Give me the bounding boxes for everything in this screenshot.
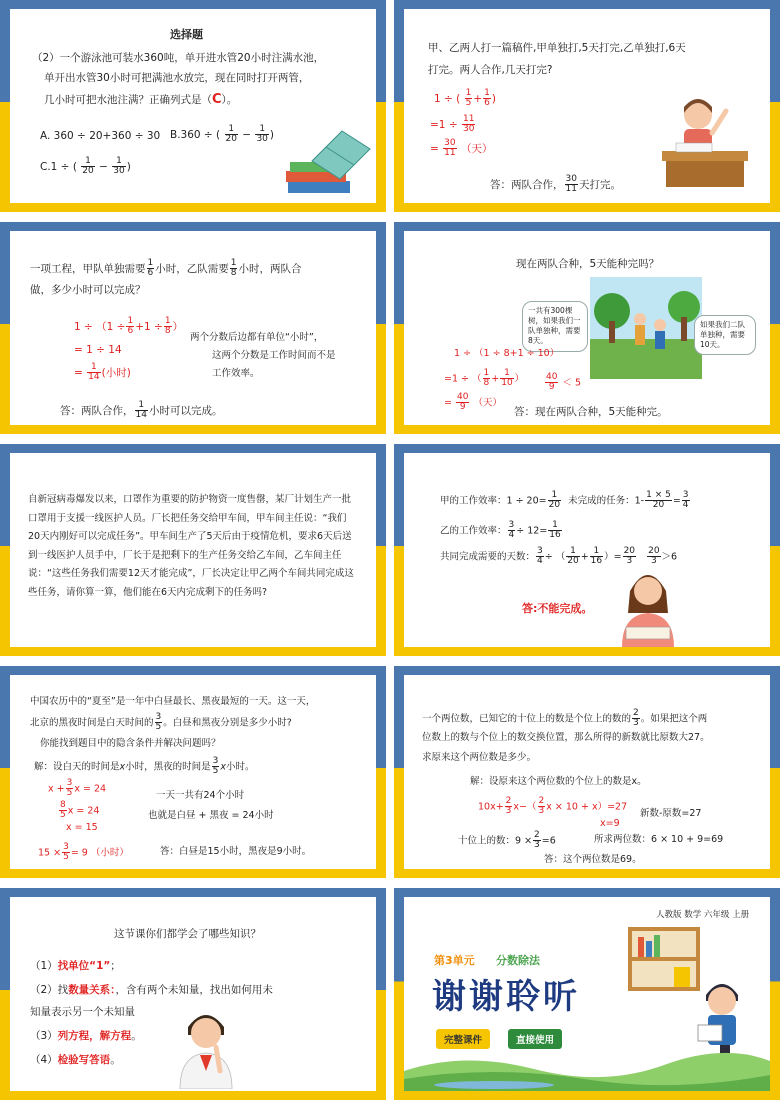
answer-line: 答：白昼是15小时，黑夜是9小时。 [160,846,312,857]
slide-card [10,675,376,869]
equation-line-3: x = 15 [66,822,98,833]
option-b: B.360 ÷ ( $\frac{1}{20}$ − $\frac{1}{30}$ ) [170,124,275,145]
note-line: 这两个分数是工作时间而不是 [212,350,336,361]
note-line: 工作效率。 [212,368,260,379]
tens-digit-line: 十位上的数：9 × $\frac{2}{3}$ =6 [458,830,556,851]
thanks-heading: 谢谢聆听 [432,977,580,1017]
direct-use-badge[interactable]: 直接使用 [508,1029,562,1049]
minus-sign: − [242,128,252,141]
question-line: 求原来这个两位数是多少。 [422,752,537,763]
unit-label: 第3单元 [434,954,475,967]
equation-line-2: =1 ÷ （ $\frac{1}{8}$ + $\frac{1}{10}$ ） [444,368,525,389]
slide-title: 选择题 [170,28,203,41]
question-line: 一个两位数，已知它的十位上的数是个位上的数的 $\frac{2}{3}$ 。如果把这个两 [422,708,708,729]
question-line: 单开出水管30小时可把满池水放完，现在同时打开两管， [44,72,310,84]
fraction: $\frac{1}{20}$ [82,156,94,177]
solution-line: 解：设白天的时间是x小时，黑夜的时间是 $\frac{3}{5}$ x小时。 [34,756,255,777]
slide-mask-solution[interactable] [394,444,780,656]
landscape-decoration [404,1047,770,1091]
equation-line-1: 1 ÷ （1 ÷ $\frac{1}{6}$ +1 ÷ $\frac{1}{8}$ ） [74,316,184,337]
books-illustration [282,127,372,199]
slide-card [404,675,770,869]
summary-point-2: （2）找数量关系：，含有两个未知量，找出如何用未 [30,984,273,996]
equation-line-2: =1 ÷ $\frac{11}{30}$ [430,114,475,135]
question-line: 甲、乙两人打一篇稿件,甲单独打,5天打完,乙单独打,6天 [428,42,686,54]
slide-card [404,453,770,647]
minus-sign: − [99,160,108,173]
hint-line: 你能找到题目中的隐含条件并解决问题吗？ [40,738,221,749]
question-line: 打完。两人合作,几天打完? [428,64,553,76]
question-line: 做，多少小时可以完成？ [30,284,146,296]
answer-line: 答：这个两位数是69。 [544,854,642,865]
condition-line: 一天一共有24个小时 [156,790,245,801]
condition-line: 也就是白昼 + 黑夜 = 24小时 [148,810,274,821]
summary-point-4: （4）检验写答语。 [30,1054,121,1066]
slide-two-digit-number[interactable] [394,666,780,878]
efficiency-a-line: 甲的工作效率：1 ÷ 20= $\frac{1}{20}$ 未完成的任务：1- $\frac{1 \times 5}{20}$ = $\frac{3}{4}$ [440,490,689,511]
question-line: （2）一个游泳池可装水360吨，单开进水管20小时注满水池， [32,52,325,64]
slide-card [404,897,770,1091]
slide-summary[interactable] [0,888,386,1100]
answer-line: 答：两队合作， $\frac{1}{14}$ 小时可以完成。 [60,400,223,421]
equation-line-1: x + $\frac{3}{5}$ x = 24 [48,778,107,799]
answer-line: 答：现在两队合种，5天能种完。 [514,406,668,418]
student-at-desk-illustration [654,91,754,199]
slide-thank-you[interactable] [394,888,780,1100]
slide-card [404,231,770,425]
fraction: $\frac{1}{30}$ [256,124,268,145]
teacher-reading-illustration [608,563,688,647]
efficiency-b-line: 乙的工作效率： $\frac{3}{4}$ ÷ 12= $\frac{1}{16}$ [440,520,561,541]
fraction: $\frac{1}{30}$ [113,156,125,177]
complete-courseware-badge[interactable]: 完整课件 [436,1029,490,1049]
number-line: 所求两位数：6 × 10 + 9=69 [594,834,724,845]
publisher-line: 人教版 数学 六年级 上册 [656,910,750,920]
summary-point-3: （3）列方程，解方程。 [30,1030,142,1042]
slide-card [10,453,376,647]
solution-line: 解：设原来这个两位数的个位上的数是x。 [470,776,647,787]
fraction: $\frac{1}{20}$ [225,124,237,145]
option-a: A. 360 ÷ 20+360 ÷ 30 [40,130,161,142]
equation-line-2: $\frac{8}{5}$ x = 24 [60,800,100,821]
equation-line: 10x+ $\frac{2}{3}$ x−（ $\frac{2}{3}$ x × 10 + x）=27 [478,796,628,817]
question-text-end: ）。 [221,94,238,106]
summary-point-2-cont: 知量表示另一个未知量 [30,1006,135,1018]
answer-choice: C [212,92,222,107]
speech-bubble-team-one: 一共有300棵树，如果我们一队单独种，需要8天。 [522,301,588,352]
slide-typing-problem[interactable] [394,0,780,212]
option-b-label: B.360 ÷ [170,128,213,141]
slide-title: 这节课你们都学会了哪些知识？ [114,928,261,940]
slide-card [10,231,376,425]
topic-label: 分数除法 [496,954,540,967]
slide-card [404,9,770,203]
answer-line: 答：两队合作， $\frac{30}{11}$ 天打完。 [490,174,621,195]
equation-line-3: = $\frac{1}{14}$ (小时) [74,362,131,383]
note-line: 两个分数后边都有单位“小时”， [190,332,324,343]
tree-planting-illustration [590,277,702,379]
slide-title: 现在两队合种，5天能种完吗？ [516,258,660,270]
equation-line-1: 1 ÷ （1 ÷ 8+1 ÷ 10） [454,348,560,359]
student-thinking-illustration [170,1001,242,1089]
option-c: C.1 ÷ ( $\frac{1}{20}$ − $\frac{1}{30}$ ) [40,156,131,177]
slide-tree-planting[interactable] [394,222,780,434]
option-c-label: C.1 ÷ [40,160,70,173]
problem-text: 自新冠病毒爆发以来，口罩作为重要的防护物资一度售罄，某厂计划生产一批口罩用于支援一线医护人员。厂长把任务交给甲车间，甲车间主任说：“我们20天内刚好可以完成任务”。甲车间生产了5天后由于疫情危机，要求6天后送到一线医护人员手中，厂长于是把剩下的生产任务交给乙车间，乙车间主任说：“这些任务我们需要12天才能完成”，厂长决定让甲乙两个车间共同完成这些任务，请你算一算，他们能在6天内完成剩下的任务吗? [28,494,354,598]
slide-card [10,897,376,1091]
answer-line: 答:不能完成。 [522,602,593,615]
equation-line-3: = $\frac{40}{9}$ （天） [444,392,502,413]
comparison: $\frac{40}{9}$ ＜ 5 [546,372,582,393]
equation-line-4: 15 × $\frac{3}{5}$ = 9 （小时） [38,842,129,863]
equation-line-2: = 1 ÷ 14 [74,344,122,356]
question-text: 几小时可把水池注满？正确列式是（ [44,94,212,106]
speech-bubble-team-two: 如果我们二队单独种，需要10天。 [694,315,756,355]
combined-days-line: 共同完成需要的天数： $\frac{3}{4}$ ÷ （ $\frac{1}{20}$ + $\frac{1}{16}$ ）= $\frac{20}{3}$ $\frac{20}{3}$ ＞6 [440,546,678,567]
slide-summer-solstice[interactable] [0,666,386,878]
slide-card [10,9,376,203]
equation-line-3: = $\frac{30}{11}$ （天） [430,138,493,159]
note-line: 新数-原数=27 [640,808,702,819]
slide-multiple-choice[interactable] [0,0,386,212]
equation-line-1: 1 ÷ ( $\frac{1}{5}$ + $\frac{1}{6}$ ) [434,88,497,109]
question-line: 位数上的数与个位上的数交换位置，那么所得的新数就比原数大27。 [422,732,710,743]
summary-point-1: （1）找单位“1”； [30,960,121,972]
slide-project-problem[interactable] [0,222,386,434]
question-line [44,91,237,110]
question-line: 中国农历中的“夏至”是一年中白昼最长、黑夜最短的一天。这一天， [30,696,316,707]
question-line: 北京的黑夜时间是白天时间的 $\frac{3}{5}$ 。白昼和黑夜分别是多少小时? [30,712,292,733]
slide-mask-production[interactable] [0,444,386,656]
solution-value: x=9 [600,818,620,829]
question-line: 一项工程，甲队单独需要 $\frac{1}{6}$ 小时，乙队需要 $\frac{1}{8}$ 小时，两队合 [30,258,302,279]
